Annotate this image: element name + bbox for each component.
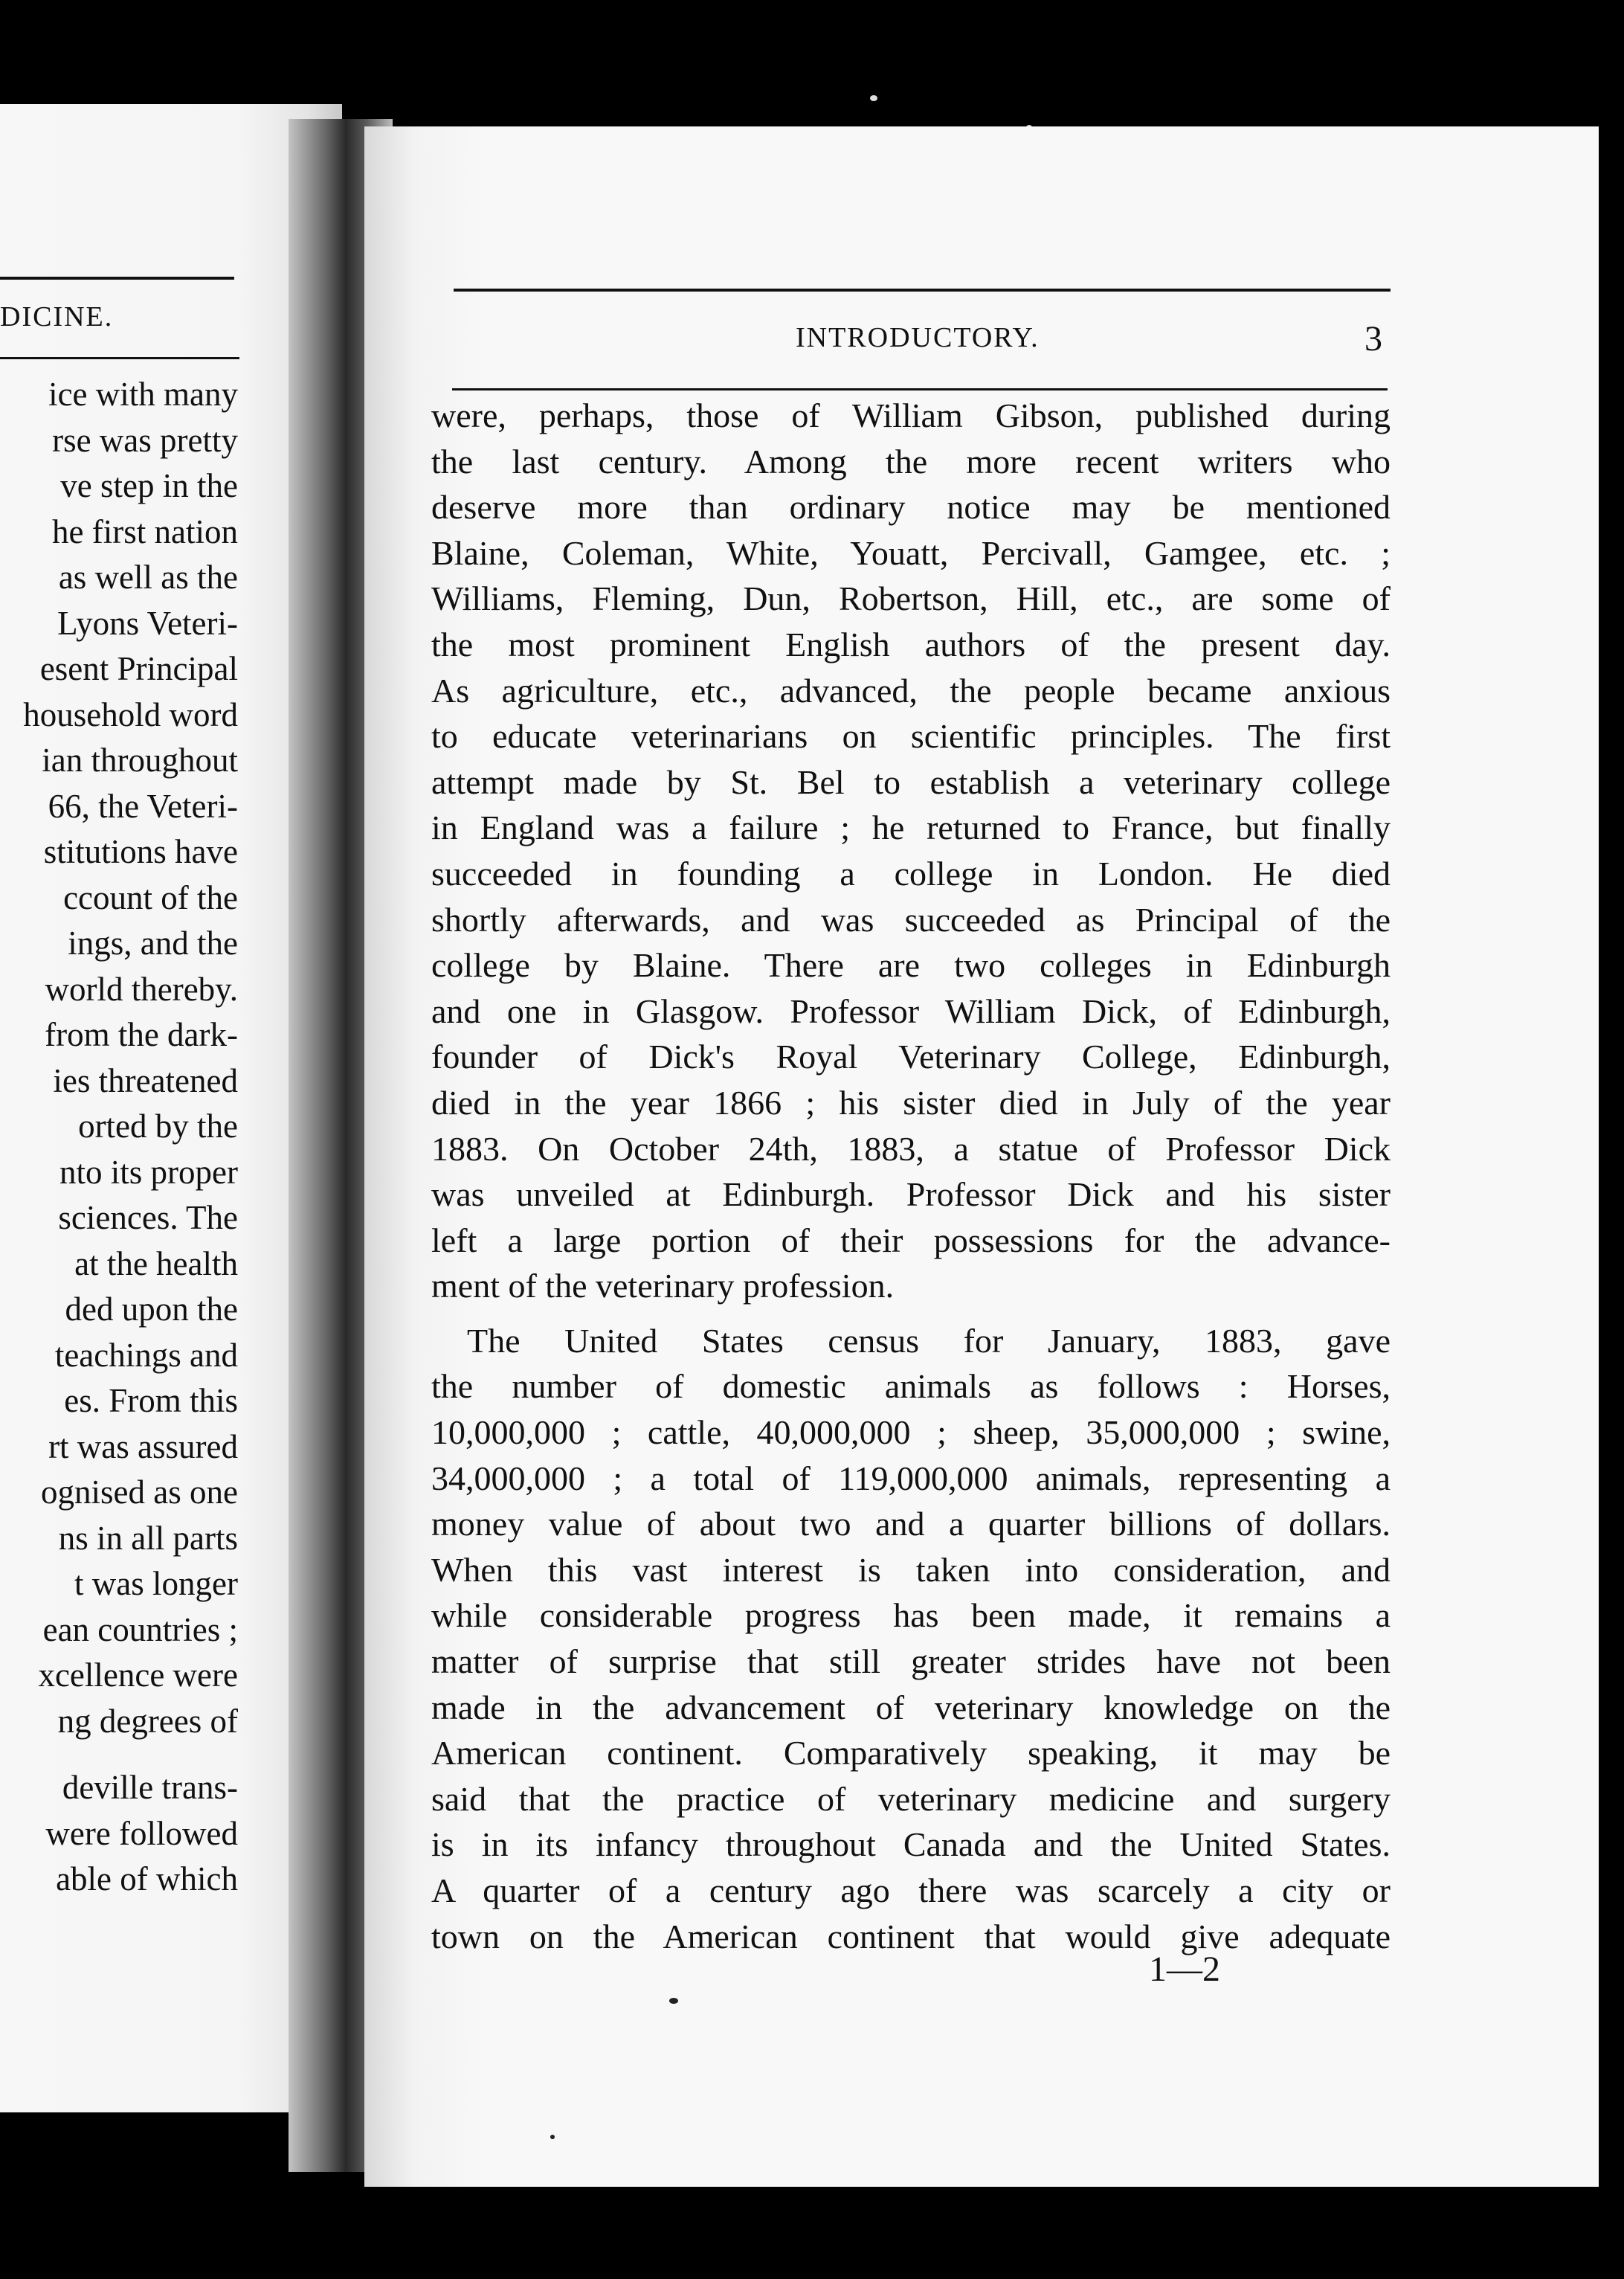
text-line: the last century. Among the more recent writers who (431, 442, 1391, 480)
text-line: in England was a failure ; he returned to France, but finally (431, 809, 1391, 847)
header-rule-bottom (452, 388, 1388, 390)
left-text-line: 66, the Veteri- (48, 787, 238, 825)
page-number: 3 (1364, 319, 1382, 359)
paragraph-2 (431, 1318, 1391, 1959)
left-text-line: from the dark- (45, 1016, 238, 1053)
text-line: The United States census for January, 1883, gave (467, 1321, 1391, 1360)
text-line: matter of surprise that still greater strides have not been (431, 1642, 1391, 1681)
text-line: 1883. On October 24th, 1883, a statue of Professor Dick (431, 1129, 1391, 1168)
text-line: money value of about two and a quarter billions of dollars. (431, 1505, 1391, 1543)
left-text-line: at the health (74, 1244, 238, 1282)
text-line: As agriculture, etc., advanced, the people became anxious (431, 671, 1391, 710)
text-line: succeeded in founding a college in London. He died (431, 854, 1391, 893)
left-header-rule-top (0, 277, 234, 280)
left-text-line: xcellence were (38, 1656, 238, 1694)
left-text-line: as well as the (58, 559, 238, 596)
left-text-line: nto its proper (59, 1153, 238, 1191)
text-line: Williams, Fleming, Dun, Robertson, Hill, etc., are some of (431, 579, 1391, 618)
left-header-rule-bottom (0, 357, 239, 359)
left-text-line: esent Principal (39, 650, 238, 687)
text-line: said that the practice of veterinary medicine and surgery (431, 1779, 1391, 1818)
left-text-line: ccount of the (63, 878, 238, 916)
left-text-line: ve step in the (60, 467, 238, 504)
left-text-line: Lyons Veteri- (57, 604, 238, 642)
left-text-line: he first nation (52, 512, 238, 550)
body-text (431, 393, 1391, 1959)
paragraph-1 (431, 393, 1391, 1309)
text-line: Blaine, Coleman, White, Youatt, Percivall, Gamgee, etc. ; (431, 533, 1391, 572)
ink-speck (669, 1998, 678, 2004)
header-rule-top (454, 289, 1391, 292)
left-text-line: ded upon the (65, 1290, 238, 1328)
left-text-line: ings, and the (68, 925, 238, 962)
text-line: the number of domestic animals as follows : Horses, (431, 1367, 1391, 1406)
left-text-line: stitutions have (43, 833, 238, 870)
left-text-line: household word (23, 695, 238, 733)
left-text-line: ng degrees of (57, 1702, 238, 1740)
left-text-line: teachings and (54, 1336, 238, 1374)
left-text-line: t was longer (74, 1565, 238, 1602)
ink-speck (550, 2135, 555, 2139)
left-text-line: were followed (45, 1814, 238, 1852)
left-text-line: ognised as one (41, 1473, 238, 1511)
text-line: were, perhaps, those of William Gibson, published during (431, 396, 1391, 434)
text-line: shortly afterwards, and was succeeded as Principal of the (431, 900, 1391, 939)
text-line: made in the advancement of veterinary knowledge on the (431, 1688, 1391, 1726)
running-head: INTRODUCTORY. (796, 322, 1040, 353)
signature-mark: 1—2 (1149, 1949, 1220, 1989)
left-page-text (0, 372, 238, 1903)
left-text-line: es. From this (64, 1382, 238, 1419)
text-line: town on the American continent that would give adequate (431, 1917, 1391, 1955)
text-line: left a large portion of their possessions for the advance- (431, 1221, 1391, 1259)
left-text-line: ean countries ; (42, 1610, 238, 1648)
text-line: A quarter of a century ago there was scarcely a city or (431, 1871, 1391, 1909)
left-text-line: able of which (56, 1860, 238, 1897)
left-text-line: world thereby. (45, 970, 238, 1008)
right-page (364, 126, 1599, 2187)
left-text-line: ice with many (48, 376, 238, 413)
left-text-line: orted by the (78, 1108, 238, 1145)
text-line: died in the year 1866 ; his sister died in July of the year (431, 1083, 1391, 1122)
text-line: and one in Glasgow. Professor William Dick, of Edinburgh, (431, 991, 1391, 1030)
text-line: American continent. Comparatively speaking, it may be (431, 1734, 1391, 1772)
text-line: while considerable progress has been made, it remains a (431, 1596, 1391, 1635)
left-text-line: ns in all parts (58, 1519, 238, 1557)
text-line: attempt made by St. Bel to establish a veterinary college (431, 762, 1391, 801)
left-text-line: ies threatened (53, 1061, 238, 1099)
left-text-line: deville trans- (62, 1769, 238, 1806)
left-text-line: rt was assured (48, 1427, 238, 1465)
text-line: deserve more than ordinary notice may be mentioned (431, 488, 1391, 527)
text-line: college by Blaine. There are two colleges in Edinburgh (431, 946, 1391, 985)
left-text-line: rse was pretty (52, 421, 238, 459)
left-running-head: DICINE. (0, 301, 114, 332)
text-line: When this vast interest is taken into consideration, and (431, 1550, 1391, 1589)
text-line: ment of the veterinary profession. (431, 1267, 895, 1305)
text-line: is in its infancy throughout Canada and the United States. (431, 1825, 1391, 1864)
left-text-line: ian throughout (42, 742, 238, 779)
text-line: to educate veterinarians on scientific principles. The first (431, 717, 1391, 756)
text-line: was unveiled at Edinburgh. Professor Dick and his sister (431, 1175, 1391, 1214)
text-line: 10,000,000 ; cattle, 40,000,000 ; sheep, 35,000,000 ; swine, (431, 1413, 1391, 1452)
dust-speck (870, 95, 877, 101)
text-line: 34,000,000 ; a total of 119,000,000 animals, representing a (431, 1459, 1391, 1497)
text-line: founder of Dick's Royal Veterinary College, Edinburgh, (431, 1038, 1391, 1076)
left-text-line: sciences. The (58, 1199, 238, 1236)
text-line: the most prominent English authors of the present day. (431, 625, 1391, 663)
